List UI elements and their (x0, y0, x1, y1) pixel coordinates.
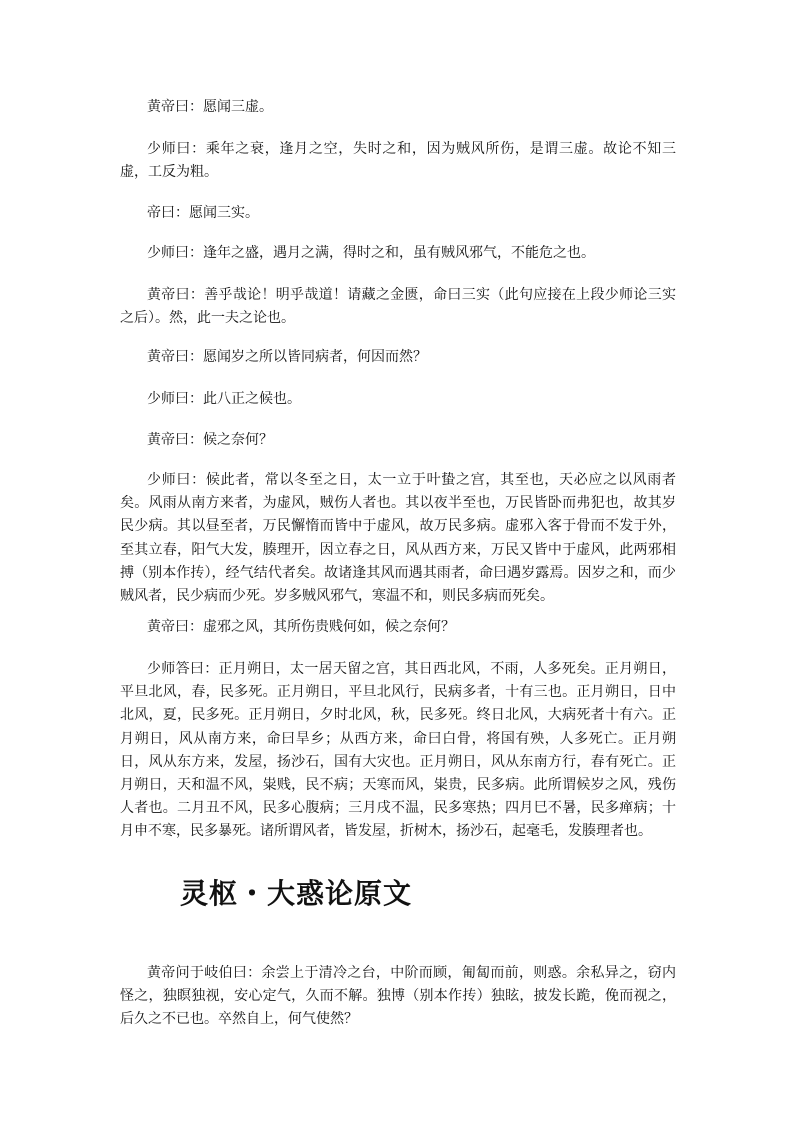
paragraph: 黄帝问于岐伯曰：余尝上于清冷之台，中阶而顾，匍匐而前，则惑。余私异之，窃内怪之，独瞑独视，安心定气，久而不解。独博（别本作抟）独眩，披发长跪，俛而视之，后久之不已也。卒然自上，何气使然？ (120, 965, 676, 1028)
paragraph: 少师答曰：正月朔日，太一居天留之宫，其日西北风，不雨，人多死矣。正月朔日，平旦北风，春，民多死。正月朔日，平旦北风行，民病多者，十有三也。正月朔日，日中北风，夏，民多死。正月朔日，夕时北风，秋，民多死。终日北风，大病死者十有六。正月朔日，风从南方来，命曰旱乡；从西方来，命曰白骨，将国有殃，人多死亡。正月朔日，风从东方来，发屋，扬沙石，国有大灾也。正月朔日，风从东南方行，春有死亡。正月朔日，天和温不风，粜贱，民不病；天寒而风，粜贵，民多病。此所谓候岁之风，残伤人者也。二月丑不风，民多心腹病；三月戌不温，民多寒热；四月巳不暑，民多瘅病；十月申不寒，民多暴死。诸所谓风者，皆发屋，折树木，扬沙石，起毫毛，发腠理者也。 (120, 661, 676, 840)
paragraph: 黄帝曰：虚邪之风，其所伤贵贱何如，候之奈何？ (147, 619, 455, 635)
paragraph: 黄帝曰：善乎哉论！明乎哉道！请藏之金匮，命曰三实（此句应接在上段少师论三实之后）。然，此一夫之论也。 (120, 287, 676, 327)
section-heading: 灵枢・大惑论原文 (180, 877, 413, 910)
paragraph: 帝曰：愿闻三实。 (147, 205, 259, 221)
paragraph: 少师曰：乘年之衰，逢月之空，失时之和，因为贼风所伤，是谓三虚。故论不知三虚，工反为粗。 (120, 141, 676, 181)
paragraph: 黄帝曰：愿闻岁之所以皆同病者，何因而然？ (147, 349, 427, 365)
paragraph: 少师曰：候此者，常以冬至之日，太一立于叶蛰之宫，其至也，天必应之以风雨者矣。风雨从南方来者，为虚风，贼伤人者也。其以夜半至也，万民皆卧而弗犯也，故其岁民少病。其以昼至者，万民懈惰而皆中于虚风，故万民多病。虚邪入客于骨而不发于外，至其立春，阳气大发，腠理开，因立春之日，风从西方来，万民又皆中于虚风，此两邪相搏（别本作抟），经气结代者矣。故诸逢其风而遇其雨者，命曰遇岁露焉。因岁之和，而少贼风者，民少病而少死。岁多贼风邪气，寒温不和，则民多病而死矣。 (120, 472, 676, 605)
paragraph: 少师曰：逢年之盛，遇月之满，得时之和，虽有贼风邪气，不能危之也。 (147, 245, 595, 261)
paragraph: 黄帝曰：愿闻三虚。 (147, 99, 273, 115)
paragraph: 少师曰：此八正之候也。 (147, 391, 301, 407)
paragraph: 黄帝曰：候之奈何？ (147, 432, 273, 448)
